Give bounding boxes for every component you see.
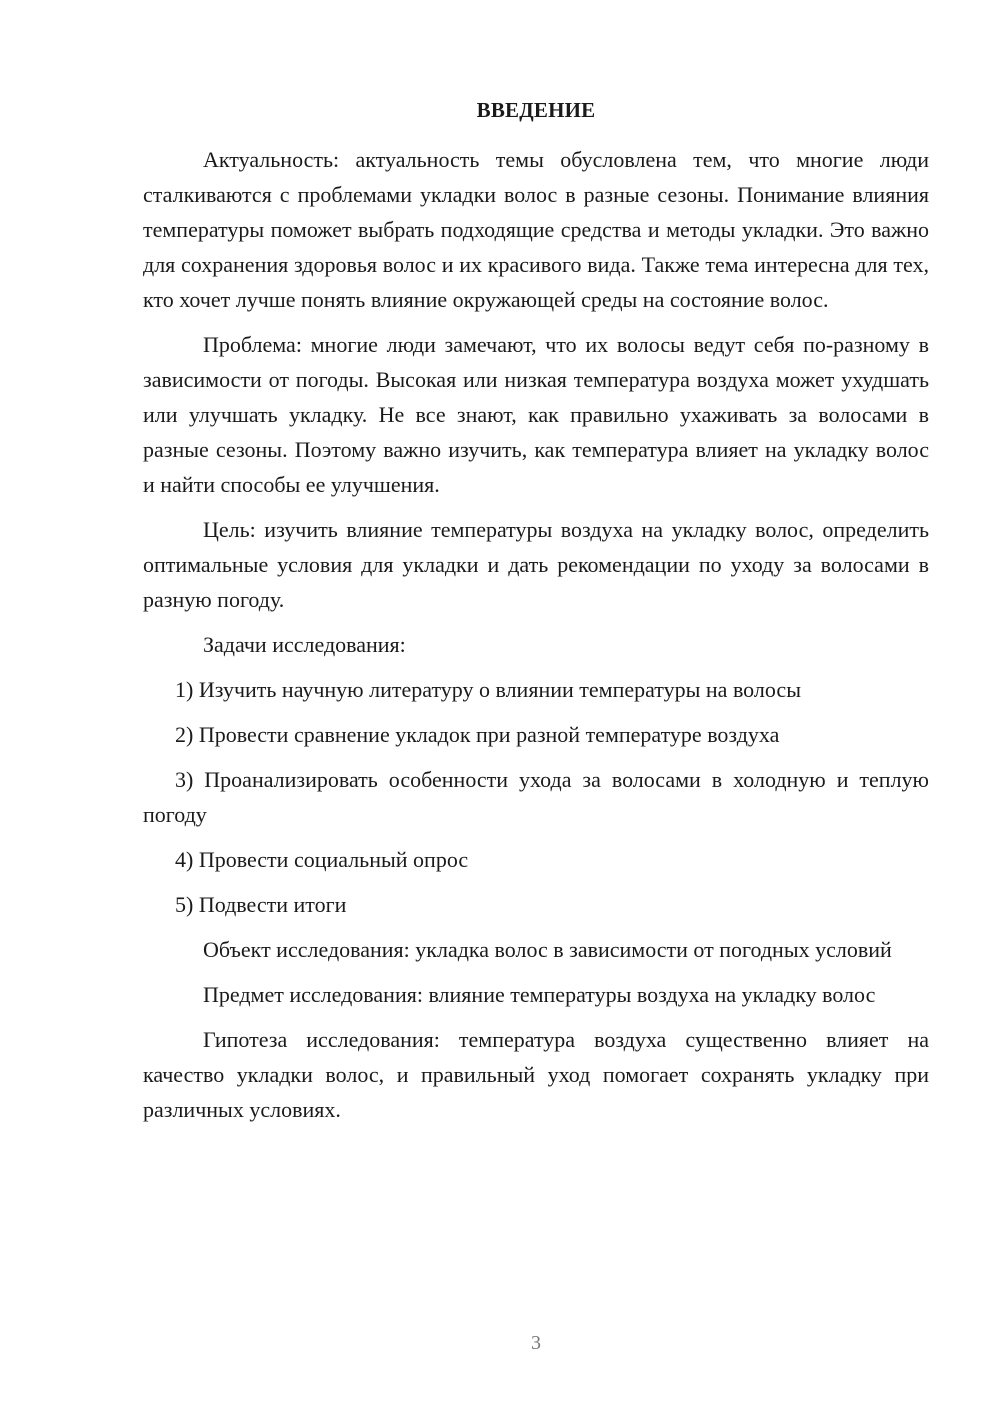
tasks-list [143,672,929,922]
task-item: 3) Проанализировать особенности ухода за волосами в холодную и теплую погоду [143,767,929,827]
paragraph-relevance: Актуальность: актуальность темы обусловлена тем, что многие люди сталкиваются с проблемами укладки волос в разные сезоны. Понимание влияния температуры поможет выбрать подходящие средства и методы укладки. Это важно для сохранения здоровья волос и их красивого вида. Также тема интересна для тех, кто хочет лучше понять влияние окружающей среды на состояние волос. [143,147,929,312]
task-item: 5) Подвести итоги [175,892,347,917]
task-item: 2) Провести сравнение укладок при разной температуре воздуха [175,722,780,747]
paragraph-problem: Проблема: многие люди замечают, что их волосы ведут себя по-разному в зависимости от погоды. Высокая или низкая температура воздуха может ухудшать или улучшать укладку. Не все знают, как правильно ухаживать за волосами в разные сезоны. Поэтому важно изучить, как температура влияет на укладку волос и найти способы ее улучшения. [143,332,929,497]
paragraph-hypothesis: Гипотеза исследования: температура воздуха существенно влияет на качество укладки волос, и правильный уход помогает сохранять укладку при различных условиях. [143,1027,929,1122]
section-title: ВВЕДЕНИЕ [476,98,596,122]
page-number: 3 [531,1332,541,1354]
paragraph-subject: Предмет исследования: влияние температуры воздуха на укладку волос [203,982,876,1007]
tasks-label: Задачи исследования: [203,632,406,657]
paragraph-goal: Цель: изучить влияние температуры воздуха на укладку волос, определить оптимальные условия для укладки и дать рекомендации по уходу за волосами в разную погоду. [143,517,929,612]
document-page [143,96,929,1137]
task-item: 4) Провести социальный опрос [175,847,469,872]
paragraph-object: Объект исследования: укладка волос в зависимости от погодных условий [203,937,892,962]
task-item: 1) Изучить научную литературу о влиянии температуры на волосы [175,677,801,702]
